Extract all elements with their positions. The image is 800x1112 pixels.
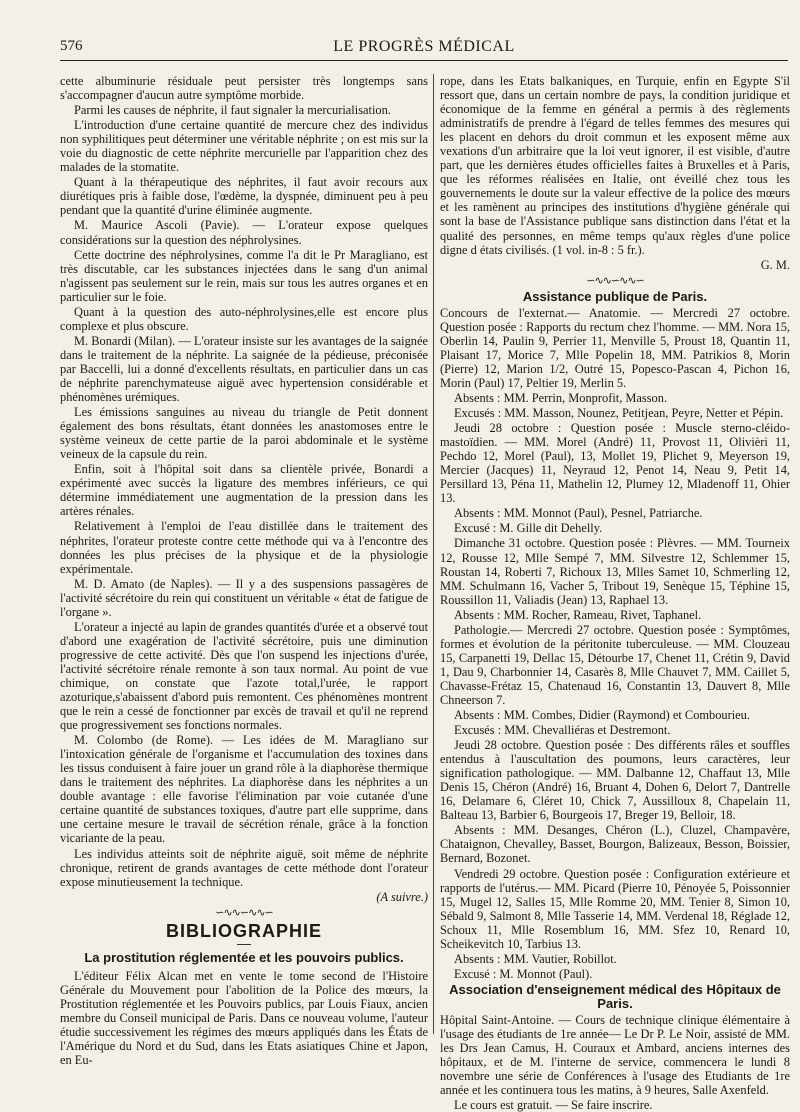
paragraph: cette albuminurie résiduale peut persister très longtemps sans s'accompagner d'aucun autre symptôme morbide. xyxy=(60,74,428,103)
concours-paragraph: Excusé : M. Gille dit Dehelly. xyxy=(454,521,603,536)
subsection-title: La prostitution réglementée et les pouvoirs publics. xyxy=(84,949,404,965)
signature: G. M. xyxy=(760,257,790,272)
concours-paragraph: Jeudi 28 octobre : Question posée : Muscle sterno-cléido-mastoïdien. — MM. Morel (André) 11, Provost 11, Olivièri 11, Pechdo 12, Morel (Paul), 13, Mollet 19, Plichet 9, Meyerson 19, Mercier (Jacques) 11, Neyraud 12, Penot 14, Neau 9, Petit 14, Persillard 13, Péna 11, Mathelin 12, Plumey 12, Mladenoff 11, Ohier 13. xyxy=(440,421,790,506)
paragraph: Quant à la question des auto-néphrolysines,elle est encore plus complexe et plus obscure. xyxy=(60,304,428,333)
concours-paragraph: Absents : MM. Rocher, Rameau, Rivet, Taphanel. xyxy=(454,607,702,622)
paragraph: rope, dans les Etats balkaniques, en Turquie, enfin en Egypte S'il ressort que, dans un certain nombre de pays, la condition juridique et économique de la femme en général a permis à des règlements administratifs de prendre à l'égard de telles femmes des mesures qui les placent en dehors du droit commun et les exposent même aux vexations d'un arbitraire que la loi veut ignorer, il est visible, d'autre part, que les dernières études officielles faites à Bruxelles et à Paris, que les réformes réalisées en Italie, ont éveillé chez tous les gouvernements le doute sur la valeur effective de la police des mœurs et les ramènent au principes des institutions d'hygiène générale qui sont la base de l'Assistance publique sans distinction dans l'état et la qualité des personnes, en même temps qu'aux règles d'une police digne d états civilisés. (1 vol. in-8 : 5 fr.). xyxy=(440,74,790,257)
paragraph: Le cours est gratuit. — Se faire inscrire. xyxy=(454,1098,653,1112)
page-header xyxy=(60,36,788,61)
paragraph: Quant à la thérapeutique des néphrites, il faut avoir recours aux diurétiques pris à faible dose, l'œdème, la dyspnée, diminuent peu à peu pendant que la quantité d'urine éliminée augmente. xyxy=(60,175,428,218)
concours-paragraph: Absents : MM. Vautier, Robillot. xyxy=(454,951,617,966)
paragraph: M. D. Amato (de Naples). — Il y a des suspensions passagères de l'activité sécrétoire du rein qui constituent un véritable « état de fatigue de l'organe ». xyxy=(60,576,428,619)
wave-divider: ∽∿∿∽∿∿∽ xyxy=(586,274,644,287)
concours-paragraph: Pathologie.— Mercredi 27 octobre. Question posée : Symptômes, formes et évolution de la péritonite tuberculeuse. — MM. Clouzeau 15, Carpanetti 19, Dellac 15, Détourbe 17, Chenet 11, Crétin 9, David 1, Dau 9, Charbonnier 14, Casarès 8, Mlle Chauvet 7, MM. Caillet 5, Chavasse-Frétaz 15, Chatenaud 16, Constantin 13, Dauvert 8, Mlle Chneerson 7. xyxy=(440,622,790,707)
paragraph: Relativement à l'emploi de l'eau distillée dans le traitement des néphrites, l'orateur proteste contre cette méthode qui va à l'encontre des données les plus précises de la physique et de la physiologie expérimentale. xyxy=(60,519,428,576)
paragraph: Les individus atteints soit de néphrite aiguë, soit même de néphrite chronique, retirent de grands avantages de cette méthode dont l'orateur expose minutieusement la technique. xyxy=(60,846,428,889)
section-title-association: Association d'enseignement médical des Hôpitaux de Paris. xyxy=(449,981,781,1011)
left-column xyxy=(60,74,429,1068)
page-number: 576 xyxy=(60,38,83,54)
concours-paragraph: Dimanche 31 octobre. Question posée : Plèvres. — MM. Tourneix 12, Rousse 12, Mlle Sempé 7, MM. Silvestre 12, Schlemmer 15, Roustan 14, Roberti 7, Richoux 13, Mlles Samet 10, Schmerling 12, MM. Schulmann 16, Vacher 5, Tribout 19, Senèque 15, Téphine 15, Roussillon 11, Valiadis (Jean) 13, Raphael 13. xyxy=(440,536,790,607)
paragraph: Cette doctrine des néphrolysines, comme l'a dit le Pr Maragliano, est très discutable, car les substances injectées dans le sang d'un animal n'agissent pas seulement sur le rein, mais sur tous les autres organes et en particulier sur le foie. xyxy=(60,247,428,304)
concours-paragraph: Excusés : MM. Chevalliéras et Destremont. xyxy=(454,723,671,738)
paragraph: Parmi les causes de néphrite, il faut signaler la mercurialisation. xyxy=(74,103,391,118)
column-divider xyxy=(433,74,434,1034)
concours-paragraph: Excusés : MM. Masson, Nounez, Petitjean, Peyre, Netter et Pépin. xyxy=(454,406,784,421)
short-rule xyxy=(237,944,251,945)
concours-paragraph: Vendredi 29 octobre. Question posée : Configuration extérieure et rapports de l'utérus.— MM. Picard (Pierre 10, Pénoyée 5, Poissonnier 15, Mugel 12, Salles 15, Mlle Romme 20, MM. Tenier 8, Simon 10, Sébald 9, Salmont 8, Mlle Tasserie 14, MM. Verdenal 18, Réglade 12, Schoux 11, Mlle Rosemblum 16, MM. Sfez 10, Renard 10, Scheikevitch 10, Tarbius 13. xyxy=(440,866,790,951)
wave-divider: ∽∿∿∽∿∿∽ xyxy=(215,906,273,919)
paragraph: M. Maurice Ascoli (Pavie). — L'orateur expose quelques considérations sur la question des néphrolysines. xyxy=(60,218,428,247)
paragraph: L'éditeur Félix Alcan met en vente le tome second de l'Histoire Générale du Mouvement pour l'abolition de la Police des mœurs, la Prostitution réglementée et les Pouvoirs publics, par Louis Fiaux, ancien membre du Conseil municipal de Paris. Dans ce nouveau volume, l'auteur étudie successivement les régimes des mœurs appliqués dans les États de l'Amérique du Nord et du Sud, dans les Etats asiatiques Chine et Japon, en Eu- xyxy=(60,968,428,1068)
right-column xyxy=(440,74,790,1112)
paragraph: M. Bonardi (Milan). — L'orateur insiste sur les avantages de la saignée dans le traitement de la néphrite. La saignée de la pédieuse, préconisée par Baccelli, lui a donné d'excellents résultats, en particulier dans un cas de néphrite parenchymateuse aiguë avec hypertension considérable et phénomènes urémiques. xyxy=(60,333,428,405)
section-title-assistance: Assistance publique de Paris. xyxy=(522,288,708,304)
paragraph: Hôpital Saint-Antoine. — Cours de technique clinique élémentaire à l'usage des étudiants de 1re année— Le Dr P. Le Noir, assisté de MM. les Drs Jean Camus, H. Couraux et Ambard, anciens internes des hôpitaux, et de M. l'interne de service, commencera le lundi 8 novembre une série de Conférences à l'usage des Etudiants de 1re année et les continuera tous les matins, à 9 heures, Salle Axenfeld. xyxy=(440,1012,790,1098)
section-title-bibliographie: BIBLIOGRAPHIE xyxy=(165,920,322,941)
concours-paragraph: Absents : MM. Combes, Didier (Raymond) et Combourieu. xyxy=(454,708,750,723)
paragraph: Les émissions sanguines au niveau du triangle de Petit donnent également des bons résultats, étant données les anastomoses entre le système veineux de cette partie de la paroi abdominale et le système veineux de la capsule du rein. xyxy=(60,405,428,462)
concours-paragraph: Jeudi 28 octobre. Question posée : Des différents râles et souffles entendus à l'auscultation des poumons, leurs caractères, leur signification pathologique. — MM. Dalbanne 12, Chaffaut 13, Mlle Denis 15, Chéron (André) 16, Bruant 4, Dohen 6, Delort 7, Dantrelle 16, Delamare 6, Cléret 10, Chick 7, Aussilloux 8, Chapelain 11, Balteau 13, Barbier 6, Bourgeois 17, Breger 19, Belloir, 18. xyxy=(440,738,790,823)
running-head: LE PROGRÈS MÉDICAL xyxy=(333,38,515,55)
concours-paragraph: Excusé : M. Monnot (Paul). xyxy=(454,966,593,981)
concours-paragraph: Concours de l'externat.— Anatomie. — Mercredi 27 octobre. Question posée : Rapports du rectum chez l'homme. — MM. Nora 15, Oberlin 14, Paulin 9, Perrier 11, Menville 5, Proust 18, Quantin 11, Plaisant 17, Morice 7, Mlle Popelin 18, MM. Patrikios 8, Morin (Pierre) 12, Marion 1/2, Outré 15, Popesco-Pascan 4, Pichon 16, Morin (Paul) 17, Peltier 19, Merlin 5. xyxy=(440,305,790,390)
concours-paragraph: Absents : MM. Perrin, Monprofit, Masson. xyxy=(454,390,668,405)
paragraph: Enfin, soit à l'hôpital soit dans sa clientèle privée, Bonardi a expérimenté avec succès la ligature des membres inférieurs, ce qui détermine immédiatement une augmentation de la pression dans les artères rénales. xyxy=(60,462,428,519)
paragraph: L'introduction d'une certaine quantité de mercure chez des individus non syphilitiques peut déterminer une véritable néphrite ; on est mis sur la voie du diagnostic de cette néphrite mercurielle par l'apparition chez des malades de la stomatite. xyxy=(60,118,428,175)
concours-paragraph: Absents : MM. Desanges, Chéron (L.), Cluzel, Champavère, Chataignon, Chevalley, Basset, Bourgon, Balizeaux, Besson, Boissier, Bernard, Bozonet. xyxy=(440,823,790,866)
paragraph: M. Colombo (de Rome). — Les idées de M. Maragliano sur l'intoxication générale de l'organisme et l'accumulation des toxines dans les tissus conduisent à faire jouer un grand rôle à la diaphorèse thermique dans le traitement des néphrites. La diaphorèse dans les néphrites a un double avantage : elle favorise l'élimination par voie cutanée d'une certaine quantité de substances toxiques, d'autre part elle supprime, dans une certaine mesure le travail de sécrétion rénale, grâce à la fonction vicariante de la peau. xyxy=(60,733,428,846)
paragraph: L'orateur a injecté au lapin de grandes quantités d'urée et a observé tout d'abord une exagération de l'activité sécrétoire, puis une diminution progressive de cette activité. Dès que l'on suspend les injections d'urée, l'activité sécrétoire rénale remonte à son taux normal. Au point de vue chimique, on constate que l'azote total,l'urée, le rapport azoturique,s'abaissent d'abord puis remontent. Ces phénomènes montrent que le rein a cessé de fonctionner par excès de travail et qu'il ne reprend que progressivement ses fonctions normales. xyxy=(60,619,429,733)
to-be-continued: (A suivre.) xyxy=(376,889,428,904)
concours-paragraph: Absents : MM. Monnot (Paul), Pesnel, Patriarche. xyxy=(454,506,703,521)
